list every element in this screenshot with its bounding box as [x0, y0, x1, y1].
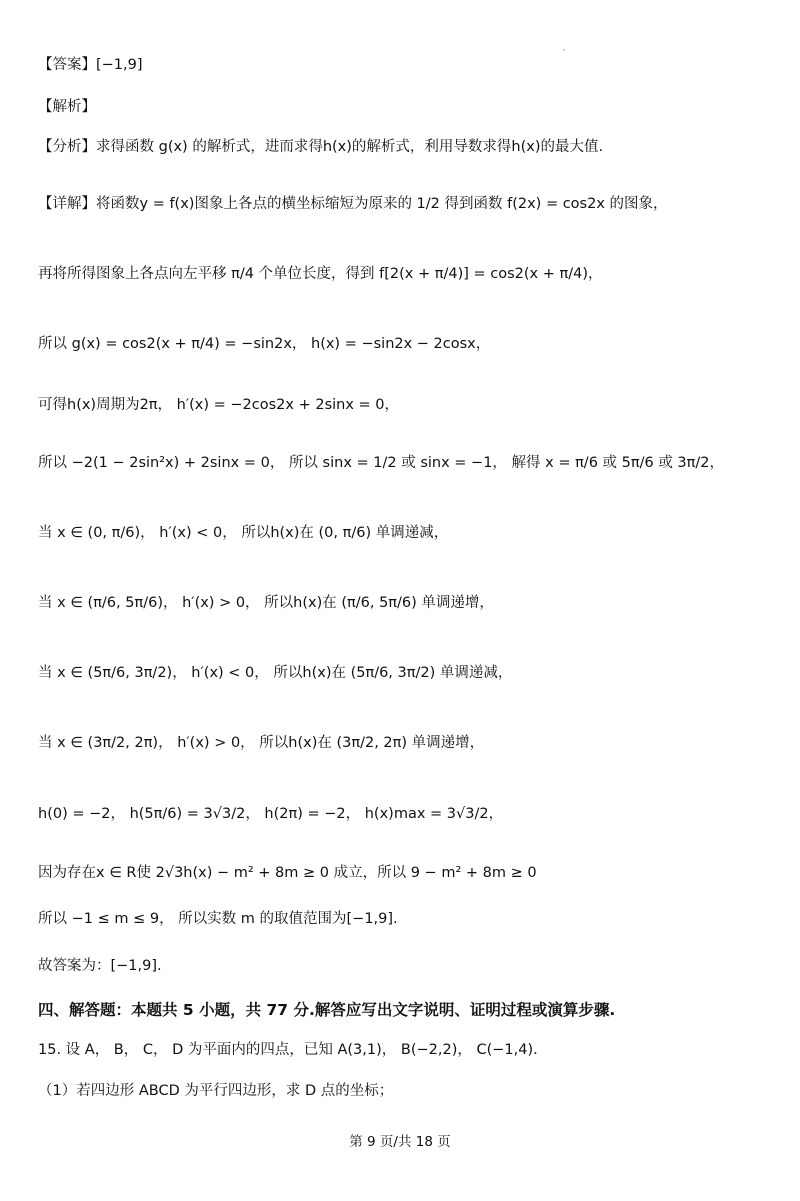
detail-line-9: 当 x ∈ (3π/2, 2π)， h′(x) > 0， 所以h(x)在 (3π/2, 2π) 单调递增， [38, 735, 485, 751]
analysis-header: 【解析】 [38, 99, 96, 115]
detail-line-6: 当 x ∈ (0, π/6)， h′(x) < 0， 所以h(x)在 (0, π/6) 单调递减， [38, 525, 449, 541]
detail-line-1: 【详解】将函数y = f(x)图象上各点的横坐标缩短为原来的 1/2 得到函数 f(2x) = cos2x 的图象， [38, 196, 668, 212]
analysis-summary: 【分析】求得函数 g(x) 的解析式，进而求得h(x)的解析式，利用导数求得h(x)的最大值. [38, 139, 604, 155]
answer-line: 【答案】[−1,9] [38, 57, 143, 73]
question-15-part-1: （1）若四边形 ABCD 为平行四边形，求 D 点的坐标； [38, 1083, 394, 1099]
scan-speck [563, 49, 565, 51]
detail-line-5: 所以 −2(1 − 2sin²x) + 2sinx = 0， 所以 sinx = 1/2 或 sinx = −1， 解得 x = π/6 或 5π/6 或 3π/2， [38, 455, 724, 471]
final-answer: 故答案为：[−1,9]. [38, 958, 162, 974]
detail-line-7: 当 x ∈ (π/6, 5π/6)， h′(x) > 0， 所以h(x)在 (π/6, 5π/6) 单调递增， [38, 595, 494, 611]
detail-line-3: 所以 g(x) = cos2(x + π/4) = −sin2x， h(x) = −sin2x − 2cosx， [38, 336, 491, 352]
detail-line-8: 当 x ∈ (5π/6, 3π/2)， h′(x) < 0， 所以h(x)在 (5π/6, 3π/2) 单调递减， [38, 665, 513, 681]
detail-line-2: 再将所得图象上各点向左平移 π/4 个单位长度，得到 f[2(x + π/4)] = cos2(x + π/4)， [38, 266, 603, 282]
detail-line-4: 可得h(x)周期为2π， h′(x) = −2cos2x + 2sinx = 0， [38, 397, 400, 413]
question-15: 15. 设 A， B， C， D 为平面内的四点，已知 A(3,1)， B(−2,2)， C(−1,4). [38, 1042, 538, 1058]
detail-line-12: 所以 −1 ≤ m ≤ 9， 所以实数 m 的取值范围为[−1,9]. [38, 911, 398, 927]
section-heading: 四、解答题：本题共 5 小题，共 77 分.解答应写出文字说明、证明过程或演算步骤. [38, 1001, 616, 1019]
page-footer: 第 9 页/共 18 页 [349, 1134, 451, 1150]
detail-line-10: h(0) = −2， h(5π/6) = 3√3/2， h(2π) = −2， h(x)max = 3√3/2， [38, 806, 504, 822]
detail-line-11: 因为存在x ∈ R使 2√3h(x) − m² + 8m ≥ 0 成立，所以 9 − m² + 8m ≥ 0 [38, 865, 537, 881]
